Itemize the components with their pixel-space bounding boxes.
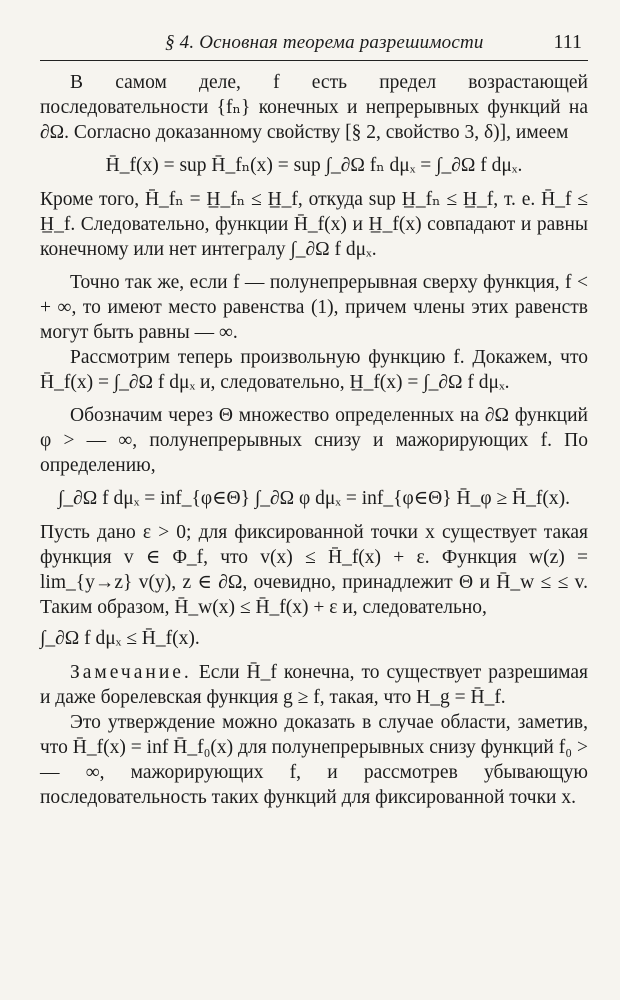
formula-3: ∫_∂Ω f dμₓ ≤ H̄_f(x). (40, 628, 200, 649)
remark-paragraph (40, 660, 588, 710)
remark-label: Замечание. (70, 662, 192, 683)
paragraph-4: Рассмотрим теперь произвольную функцию f. Докажем, что H̄_f(x) = ∫_∂Ω f dμₓ и, следовательно, H̲_f(x) = ∫_∂Ω f dμₓ. (40, 347, 588, 393)
running-head: § 4. Основная теорема разрешимости (165, 32, 484, 53)
paragraph-5: Обозначим через Θ множество определенных на ∂Ω функций φ > — ∞, полунепрерывных снизу и мажорирующих f. По определению, (40, 405, 588, 476)
formula-1: H̄_f(x) = sup H̄_fₙ(x) = sup ∫_∂Ω fₙ dμₓ = ∫_∂Ω f dμₓ. (105, 155, 523, 176)
page-number: 111 (553, 31, 582, 53)
page-header (40, 26, 588, 61)
paragraph-8: Это утверждение можно доказать в случае области, заметив, что H̄_f(x) = inf H̄_f₀(x) для полунепрерывных снизу функций f₀ > — ∞, мажорирующих f, и рассмотрев убывающую последовательность таких функций для фиксированной точки x. (40, 712, 588, 808)
remark-text: Если H̄_f конечна, то существует разрешимая и даже борелевская функция g ≥ f, такая, что H_g = H̄_f. (40, 662, 589, 708)
paragraph-2: Кроме того, H̄_fₙ = H̲_fₙ ≤ H̲_f, откуда sup H̲_fₙ ≤ H̲_f, т. е. H̄_f ≤ H̲_f. Следовательно, функции H̄_f(x) и H̲_f(x) совпадают и равны конечному или нет интегралу ∫_∂Ω f dμₓ. (40, 189, 588, 260)
paragraph-1: В самом деле, f есть предел возрастающей последовательности {fₙ} конечных и непрерывных функций на ∂Ω. Согласно доказанному свойству [§ 2, свойство 3, δ)], имеем (40, 72, 588, 143)
formula-2: ∫_∂Ω f dμₓ = inf_{φ∈Θ} ∫_∂Ω φ dμₓ = inf_{φ∈Θ} H̄_φ ≥ H̄_f(x). (58, 488, 570, 509)
page-body (40, 70, 588, 810)
paragraph-6: Пусть дано ε > 0; для фиксированной точки x существует такая функция v ∈ Φ_f, что v(x) ≤ H̄_f(x) + ε. Функция w(z) = lim_{y→z} v(y), z ∈ ∂Ω, очевидно, принадлежит Θ и H̄_w ≤ ≤ v. Таким образом, H̄_w(x) ≤ H̄_f(x) + ε и, следовательно, (40, 522, 588, 618)
paragraph-3: Точно так же, если f — полунепрерывная сверху функция, f < + ∞, то имеют место равенства (1), причем члены этих равенств могут быть равны — ∞. (40, 272, 588, 343)
